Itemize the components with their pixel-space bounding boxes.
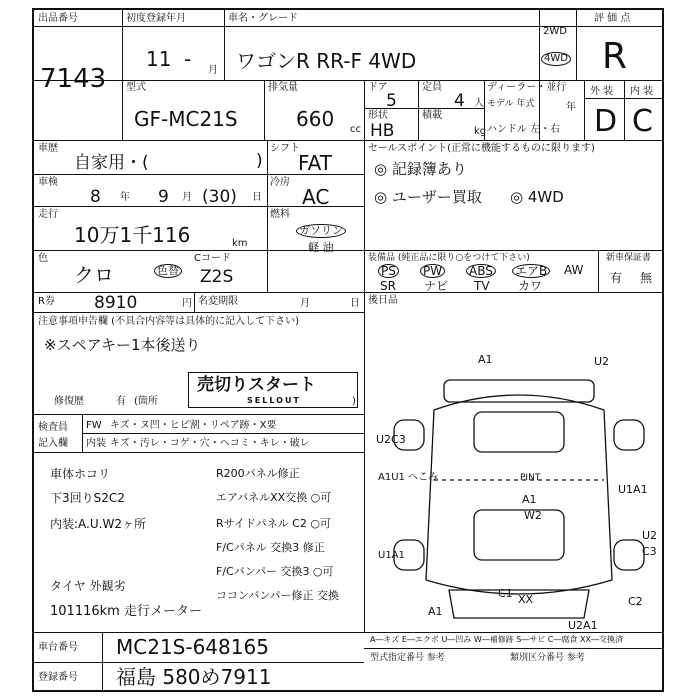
capacity-label: 定員 bbox=[422, 82, 442, 93]
warranty-no: 無 bbox=[640, 271, 653, 285]
equip-pw: PW bbox=[420, 264, 445, 278]
type-value: GF-MC21S bbox=[134, 107, 238, 131]
color-label: 色 bbox=[38, 253, 48, 264]
mark-7: C2 bbox=[628, 595, 643, 608]
equip-airbag: エアB bbox=[512, 264, 550, 278]
stamp-sub: SELLOUT bbox=[247, 396, 301, 405]
mark-5: U2 bbox=[642, 529, 658, 542]
inspection-year-unit: 年 bbox=[120, 192, 130, 203]
memo-right-3: Rサイドパネル C2 ○可 bbox=[216, 517, 331, 530]
inspection-month-unit: 月 bbox=[182, 192, 192, 203]
displacement-label: 排気量 bbox=[268, 82, 298, 93]
color-value: クロ bbox=[74, 263, 114, 287]
mark-11: U1A1 bbox=[618, 483, 648, 496]
mark-12: PINT bbox=[520, 473, 541, 483]
persons-unit: 人 bbox=[474, 98, 484, 109]
spec-label: 型式指定番号 参考 bbox=[370, 653, 445, 663]
repair-close: ) bbox=[352, 396, 356, 407]
stamp-main: 売切りスタート bbox=[197, 375, 316, 395]
sales-points-label: セールスポイント(正常に機能するものに限ります) bbox=[368, 143, 595, 154]
equip-aw: AW bbox=[564, 263, 584, 277]
ticket-value: 8910 bbox=[94, 293, 138, 313]
repair-label: 修復歴 bbox=[54, 396, 84, 407]
chassis-value: MC21S-648165 bbox=[116, 635, 269, 659]
chassis-label: 車台番号 bbox=[38, 642, 78, 653]
displacement-value: 660 bbox=[296, 107, 335, 131]
shape-value: HB bbox=[370, 121, 395, 141]
mark-6: C3 bbox=[642, 545, 657, 558]
memo-5: 101116km 走行メーター bbox=[50, 604, 202, 619]
color-code-label: Cコード bbox=[194, 253, 231, 264]
mark-13: A1 bbox=[522, 493, 537, 506]
mark-14: W2 bbox=[524, 509, 542, 522]
repair-paren: (箇所 bbox=[134, 396, 158, 407]
inspector-fw: FW bbox=[86, 420, 102, 431]
ac-value: AC bbox=[302, 185, 330, 209]
warranty-yes: 有 bbox=[610, 271, 623, 285]
bottom-goods-label: 後日品 bbox=[368, 295, 398, 306]
memo-3: 内装:A.U.W2ヶ所 bbox=[50, 517, 146, 531]
mark-2: U2C3 bbox=[376, 433, 406, 446]
drive-2wd: 2WD bbox=[543, 26, 567, 37]
color-change-label: 色替 bbox=[154, 264, 182, 278]
reg-label: 登録番号 bbox=[38, 672, 78, 683]
month-unit: 月 bbox=[208, 65, 218, 76]
history-value: 自家用・( bbox=[74, 153, 149, 173]
shape-label: 形状 bbox=[368, 110, 388, 121]
shift-value: FAT bbox=[298, 151, 333, 175]
inspector-fw-items: キズ・ヌ凹・ヒビ割・リペア跡・X要 bbox=[110, 420, 277, 431]
memo-2: 下3回りS2C2 bbox=[50, 491, 125, 505]
lot-label: 出品番号 bbox=[38, 13, 78, 24]
dealer-label: ディーラー・並行 bbox=[487, 82, 567, 93]
inspector-label-1: 検査員 bbox=[38, 422, 68, 433]
class-label: 類別区分番号 参考 bbox=[510, 653, 585, 663]
first-reg-label: 初度登録年月 bbox=[126, 13, 186, 24]
memo-right-6: ココンバンパー修正 交換 bbox=[216, 589, 339, 602]
memo-right-4: F/Cパネル 交換3 修正 bbox=[216, 541, 325, 554]
reg-value: 福島 580め7911 bbox=[116, 665, 272, 689]
capacity-value: 4 bbox=[454, 91, 465, 111]
mark-10: U2A1 bbox=[568, 619, 598, 632]
sales-point-2: ◎ ユーザー買取 bbox=[374, 188, 482, 206]
km-unit: km bbox=[232, 238, 248, 249]
mark-1: A1 bbox=[478, 353, 493, 366]
ac-label: 冷房 bbox=[270, 177, 290, 188]
equipment-label: 装備品 (純正品に限り○をつけて下さい) bbox=[368, 253, 530, 263]
mileage-label: 走行 bbox=[38, 209, 58, 220]
lot-number: 7143 bbox=[40, 64, 107, 94]
exterior-grade: D bbox=[594, 104, 618, 139]
inspection-day-unit: 日 bbox=[252, 192, 262, 203]
inspection-year: 8 bbox=[90, 187, 101, 207]
yen-unit: 円 bbox=[182, 298, 192, 309]
equip-tv: TV bbox=[474, 279, 490, 293]
drive-4wd: 4WD bbox=[541, 52, 571, 66]
sales-point-3: ◎ 4WD bbox=[510, 188, 564, 206]
model-year-label: モデル 年式 bbox=[487, 99, 535, 109]
inspector-label-2: 記入欄 bbox=[38, 438, 68, 449]
doors-value: 5 bbox=[386, 91, 397, 111]
equip-sr: SR bbox=[380, 279, 396, 293]
sellout-stamp bbox=[188, 372, 358, 408]
warranty-label: 新車保証書 bbox=[606, 253, 652, 263]
legend: A―キズ E―エクボ U―凹み W―補修跡 S―サビ C―腐食 XX―交換済 bbox=[370, 635, 624, 644]
memo-right-2: エアパネルXX交換 ○可 bbox=[216, 491, 332, 504]
interior-grade: C bbox=[632, 104, 653, 139]
memo-4: タイヤ 外観劣 bbox=[50, 579, 126, 593]
interior-label: 内 装 bbox=[630, 86, 654, 97]
model-grade: ワゴンR RR-F 4WD bbox=[236, 49, 417, 73]
color-code-value: Z2S bbox=[200, 267, 234, 287]
equip-ps: PS bbox=[378, 264, 399, 278]
model-grade-label: 車名・グレード bbox=[228, 13, 298, 24]
memo-right-5: F/Cバンパー 交換3 ○可 bbox=[216, 565, 334, 578]
notes-line-1: ※スペアキー1本後送り bbox=[44, 336, 201, 354]
doors-label: ドア bbox=[368, 82, 388, 93]
inspector-interior: 内装 bbox=[86, 438, 106, 449]
mark-16: XX bbox=[518, 593, 534, 606]
sales-point-1: ◎ 記録簿あり bbox=[374, 160, 467, 178]
inspection-month: 9 bbox=[158, 187, 169, 207]
fuel-diesel: 軽 油 bbox=[308, 241, 334, 254]
handle-label: ハンドル 左・右 bbox=[487, 124, 561, 135]
equip-leather: カワ bbox=[518, 279, 543, 293]
fuel-label: 燃料 bbox=[270, 209, 290, 220]
ticket-label: R券 bbox=[38, 296, 55, 307]
rename-label: 名変期限 bbox=[198, 296, 238, 307]
mileage-value: 10万1千116 bbox=[74, 223, 191, 247]
history-close: ) bbox=[256, 151, 263, 171]
auction-sheet bbox=[32, 8, 664, 692]
fuel-gasoline: ガソリン bbox=[296, 224, 346, 238]
mark-3: A1U1 へこみ bbox=[378, 472, 439, 483]
history-label: 車歴 bbox=[38, 143, 58, 154]
equip-navi: ナビ bbox=[424, 279, 449, 293]
shift-label: シフト bbox=[270, 143, 300, 154]
mark-8: A1 bbox=[428, 605, 443, 618]
type-label: 型式 bbox=[126, 82, 146, 93]
first-reg-year: 11 bbox=[146, 47, 172, 71]
exterior-label: 外 装 bbox=[590, 86, 614, 97]
memo-right-1: R200パネル修正 bbox=[216, 467, 300, 480]
rename-day-unit: 日 bbox=[350, 298, 360, 309]
cc-unit: cc bbox=[350, 124, 361, 135]
rename-month-unit: 月 bbox=[300, 298, 310, 309]
kg-unit: kg bbox=[474, 126, 487, 137]
mark-9: C1 bbox=[498, 587, 513, 600]
memo-1: 車体ホコリ bbox=[50, 467, 111, 481]
inspector-interior-items: キズ・汚レ・コゲ・穴・ヘコミ・キレ・破レ bbox=[110, 438, 310, 449]
inspection-label: 車検 bbox=[38, 177, 58, 188]
equip-abs: ABS bbox=[466, 264, 496, 278]
repair-yes: 有 bbox=[116, 396, 126, 407]
inspection-day: (30) bbox=[202, 187, 237, 207]
grade-value: R bbox=[602, 36, 628, 77]
load-label: 積載 bbox=[422, 110, 442, 121]
notes-title: 注意事項申告欄 (不具合内容等は具体的に記入して下さい) bbox=[38, 316, 299, 327]
mark-4: U1A1 bbox=[378, 550, 405, 561]
grade-label: 評 価 点 bbox=[594, 13, 631, 24]
first-reg-dash: - bbox=[184, 47, 192, 71]
mark-15: U2 bbox=[594, 355, 610, 368]
year-unit: 年 bbox=[566, 102, 576, 113]
